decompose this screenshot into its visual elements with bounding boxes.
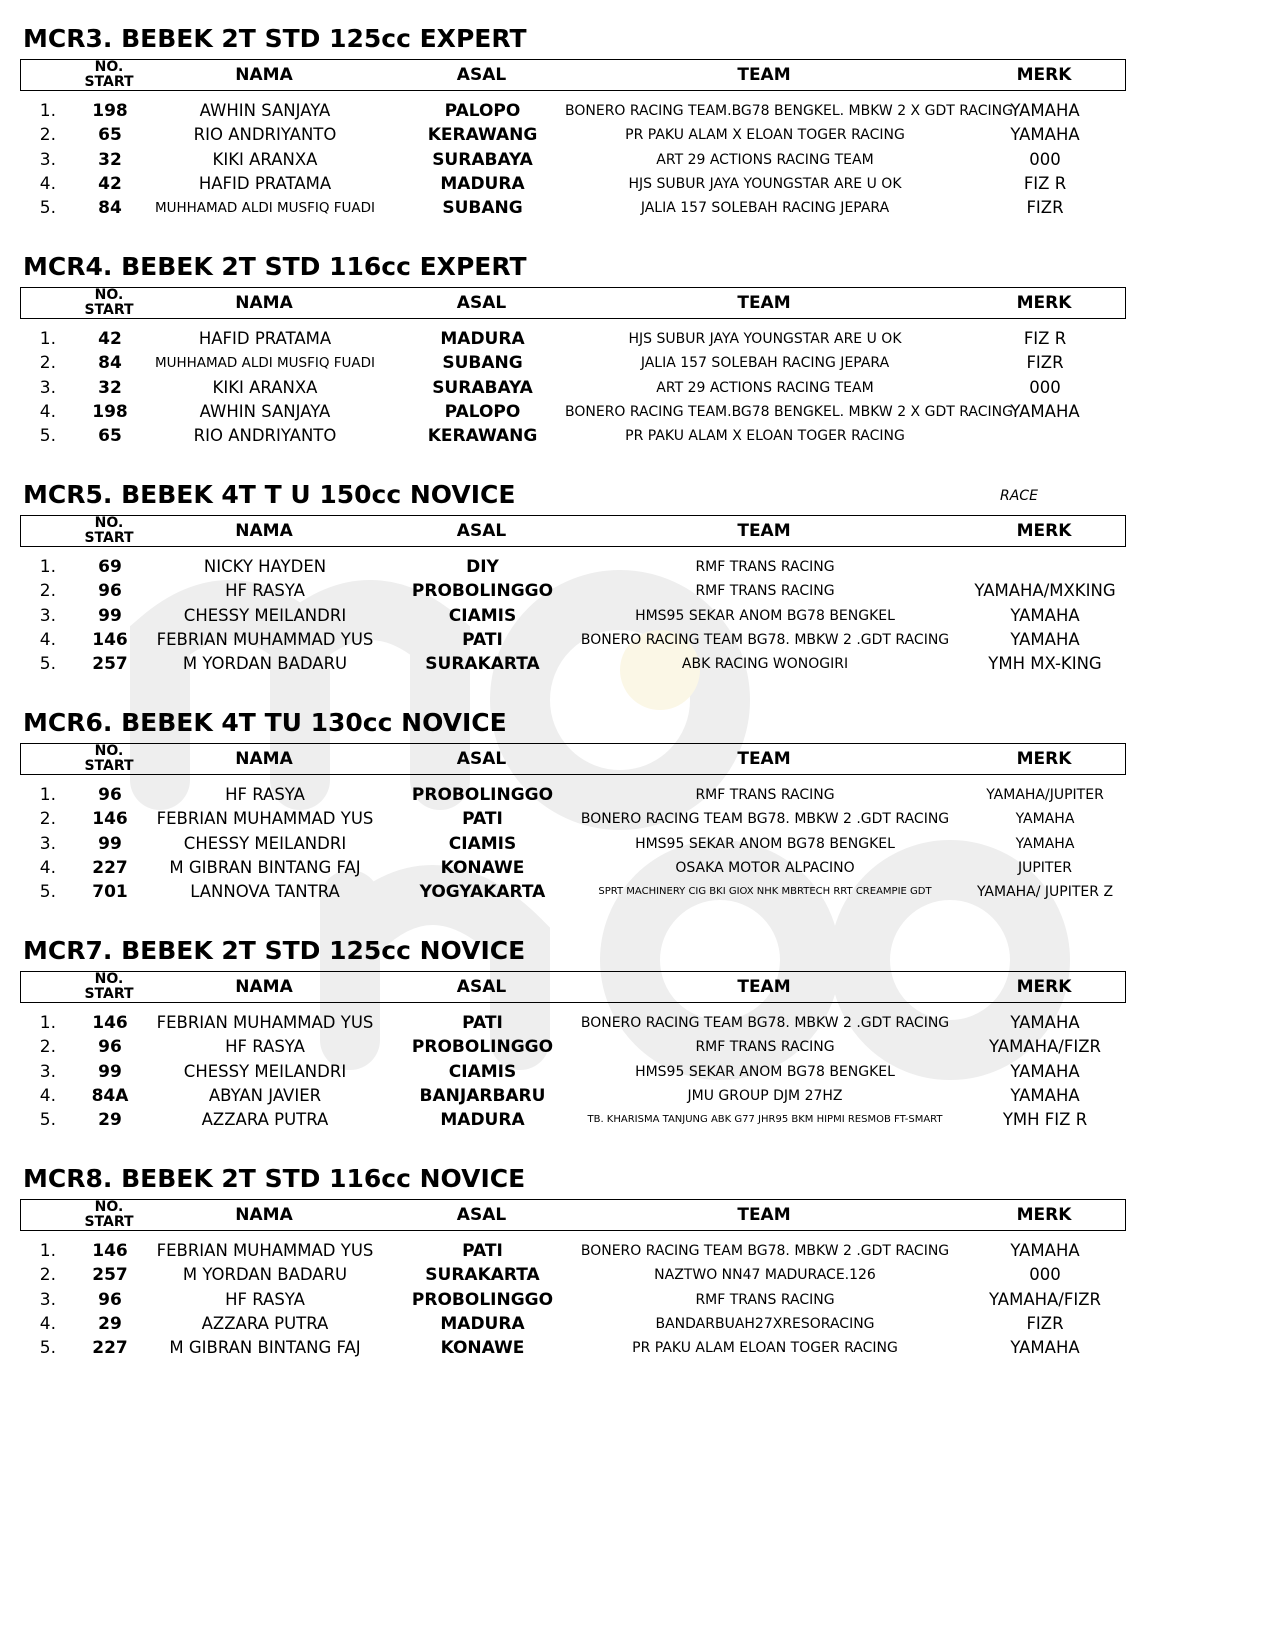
header-asal: ASAL (456, 293, 507, 313)
row-rider-name: KIKI ARANXA (212, 377, 318, 397)
row-position: 1. (39, 785, 56, 805)
header-merk: MERK (1016, 65, 1072, 85)
table-row (20, 196, 1180, 220)
table-row (20, 856, 1180, 880)
table-header (20, 59, 1126, 91)
table-row (20, 652, 1180, 676)
row-brand: YMH FIZ R (1002, 1110, 1088, 1130)
row-start-number: 32 (98, 377, 122, 398)
row-position: 4. (39, 857, 56, 878)
row-team: SPRT MACHINERY CIG BKI GIOX NHK MBRTECH RRT CREAMPIE GDT (598, 886, 932, 898)
row-position: 2. (39, 1037, 56, 1058)
row-position: 5. (39, 1338, 56, 1359)
row-start-number: 99 (98, 605, 122, 626)
row-team: JALIA 157 SOLEBAH RACING JEPARA (640, 355, 890, 372)
table-row (20, 424, 1180, 448)
header-asal: ASAL (456, 1205, 507, 1225)
results-list (20, 327, 1180, 448)
row-team: JALIA 157 SOLEBAH RACING JEPARA (640, 200, 890, 217)
row-rider-name: AZZARA PUTRA (201, 1313, 329, 1333)
row-team: PR PAKU ALAM X ELOAN TOGER RACING (625, 428, 905, 445)
table-row (20, 1312, 1180, 1336)
row-position: 4. (39, 629, 56, 650)
row-start-number: 701 (92, 882, 128, 903)
row-start-number: 42 (98, 329, 122, 349)
row-brand: YAMAHA (1015, 835, 1075, 852)
row-position: 2. (39, 809, 56, 830)
row-origin: PATI (462, 1013, 503, 1033)
row-position: 4. (39, 1085, 56, 1106)
row-origin: SURAKARTA (425, 654, 540, 675)
row-start-number: 65 (98, 125, 122, 146)
header-merk: MERK (1016, 977, 1072, 997)
header-asal: ASAL (456, 65, 507, 85)
header-asal: ASAL (456, 521, 507, 541)
row-rider-name: AZZARA PUTRA (201, 1110, 329, 1130)
row-position: 3. (39, 605, 56, 626)
row-team: RMF TRANS RACING (695, 583, 835, 600)
row-brand: YAMAHA (1010, 1085, 1080, 1105)
header-team: TEAM (737, 293, 791, 313)
header-team: TEAM (737, 977, 791, 997)
results-list (20, 1011, 1180, 1132)
row-rider-name: HF RASYA (225, 581, 305, 601)
row-origin: SUBANG (442, 198, 523, 219)
row-rider-name: CHESSY MEILANDRI (183, 605, 347, 625)
row-position: 5. (39, 426, 56, 447)
row-start-number: 29 (98, 1313, 122, 1334)
row-rider-name: FEBRIAN MUHAMMAD YUS (156, 1013, 374, 1032)
row-team: HJS SUBUR JAYA YOUNGSTAR ARE U OK (628, 331, 902, 347)
section-note: RACE (1000, 488, 1038, 504)
row-brand: YAMAHA/MXKING (974, 581, 1116, 601)
row-start-number: 84 (98, 353, 122, 374)
row-team: BANDARBUAH27XRESORACING (655, 1315, 875, 1332)
header-start-label: START (84, 986, 134, 1002)
row-origin: PROBOLINGGO (411, 1289, 554, 1310)
results-list (20, 99, 1180, 220)
row-rider-name: RIO ANDRIYANTO (193, 426, 337, 446)
row-start-number: 227 (92, 1338, 128, 1359)
row-origin: MADURA (440, 1313, 525, 1334)
row-origin: PALOPO (444, 101, 521, 121)
header-no-label: NO. (94, 743, 124, 759)
row-origin: PROBOLINGGO (411, 785, 554, 805)
row-rider-name: HF RASYA (225, 1289, 305, 1309)
header-nama: NAMA (235, 977, 293, 997)
table-row (20, 880, 1180, 904)
row-brand: YAMAHA/ JUPITER Z (976, 884, 1114, 901)
row-team: TB. KHARISMA TANJUNG ABK G77 JHR95 BKM HIPMI RESMOB FT-SMART (587, 1114, 943, 1126)
row-brand: FIZR (1026, 353, 1064, 373)
row-origin: DIY (466, 557, 499, 577)
row-rider-name: AWHIN SANJAYA (199, 401, 331, 421)
row-position: 2. (39, 125, 56, 146)
row-brand: YMH MX-KING (988, 654, 1102, 674)
header-nama: NAMA (235, 1205, 293, 1225)
row-brand (965, 424, 1125, 448)
row-start-number: 198 (92, 401, 128, 422)
row-start-number: 257 (92, 1265, 128, 1286)
row-team: OSAKA MOTOR ALPACINO (675, 859, 855, 876)
row-brand: FIZR (1026, 1313, 1064, 1333)
row-start-number: 42 (98, 173, 122, 194)
row-brand: YAMAHA (1015, 811, 1075, 828)
results-list (20, 1239, 1180, 1360)
row-start-number: 96 (98, 785, 122, 805)
row-team: RMF TRANS RACING (695, 559, 835, 575)
header-nama: NAMA (235, 521, 293, 541)
row-brand: YAMAHA/FIZR (989, 1289, 1101, 1309)
table-row (20, 1084, 1180, 1108)
row-start-number: 65 (98, 426, 122, 447)
row-position: 2. (39, 353, 56, 374)
row-team: HJS SUBUR JAYA YOUNGSTAR ARE U OK (628, 175, 902, 192)
table-row (20, 1336, 1180, 1360)
header-start-label: START (84, 302, 134, 318)
row-start-number: 257 (92, 654, 128, 675)
row-rider-name: CHESSY MEILANDRI (183, 833, 347, 853)
table-row (20, 1288, 1180, 1312)
row-origin: PROBOLINGGO (411, 581, 554, 602)
row-start-number: 146 (92, 809, 128, 830)
table-row (20, 99, 1180, 123)
row-origin: SURABAYA (432, 149, 533, 170)
table-header (20, 515, 1126, 547)
row-rider-name: HAFID PRATAMA (198, 173, 332, 193)
table-header (20, 971, 1126, 1003)
row-start-number: 146 (92, 1241, 128, 1261)
row-rider-name: LANNOVA TANTRA (190, 882, 340, 902)
header-start-label: START (84, 1214, 134, 1230)
row-position: 3. (39, 1289, 56, 1310)
row-brand: FIZR (1026, 198, 1064, 218)
table-row (20, 327, 1180, 351)
row-origin: PATI (462, 809, 503, 830)
row-start-number: 29 (98, 1110, 122, 1131)
row-origin: PATI (462, 1241, 503, 1261)
header-no-label: NO. (94, 287, 124, 303)
header-merk: MERK (1016, 293, 1072, 313)
row-rider-name: HF RASYA (225, 785, 305, 804)
table-row (20, 1060, 1180, 1084)
table-row (20, 1108, 1180, 1132)
row-start-number: 99 (98, 1061, 122, 1082)
row-brand: 000 (1029, 377, 1061, 397)
table-row (20, 400, 1180, 424)
table-row (20, 172, 1180, 196)
row-origin: KONAWE (440, 1338, 525, 1359)
row-rider-name: HAFID PRATAMA (198, 329, 332, 348)
row-brand: YAMAHA (1010, 101, 1080, 120)
row-team: BONERO RACING TEAM BG78. MBKW 2 .GDT RACING (580, 631, 950, 648)
row-team: ART 29 ACTIONS RACING TEAM (656, 379, 874, 396)
row-team: HMS95 SEKAR ANOM BG78 BENGKEL (635, 1063, 895, 1080)
row-brand: YAMAHA (1010, 1061, 1080, 1081)
section-title: MCR3. BEBEK 2T STD 125cc EXPERT (23, 24, 527, 53)
row-start-number: 69 (98, 557, 122, 577)
row-team: PR PAKU ALAM ELOAN TOGER RACING (632, 1340, 898, 1357)
section-title: MCR5. BEBEK 4T T U 150cc NOVICE (23, 480, 516, 509)
results-list (20, 555, 1180, 676)
header-team: TEAM (737, 749, 791, 769)
table-row (20, 1239, 1180, 1263)
row-position: 3. (39, 833, 56, 854)
row-team: PR PAKU ALAM X ELOAN TOGER RACING (625, 127, 905, 144)
row-brand: 000 (1029, 149, 1061, 169)
table-row (20, 807, 1180, 831)
header-start-label: START (84, 74, 134, 90)
row-team: RMF TRANS RACING (695, 1291, 835, 1308)
row-brand: JUPITER (1017, 859, 1073, 876)
row-position: 3. (39, 149, 56, 170)
row-team: NAZTWO NN47 MADURACE.126 (654, 1267, 876, 1284)
row-start-number: 146 (92, 1013, 128, 1033)
row-origin: MADURA (440, 329, 525, 349)
row-origin: KERAWANG (427, 426, 538, 447)
row-origin: KONAWE (440, 857, 525, 878)
row-team: RMF TRANS RACING (695, 1039, 835, 1056)
row-rider-name: MUHHAMAD ALDI MUSFIQ FUADI (154, 355, 376, 372)
header-nama: NAMA (235, 293, 293, 313)
row-rider-name: MUHHAMAD ALDI MUSFIQ FUADI (154, 200, 376, 217)
table-row (20, 148, 1180, 172)
row-origin: KERAWANG (427, 125, 538, 146)
table-row (20, 351, 1180, 375)
section-title: MCR7. BEBEK 2T STD 125cc NOVICE (23, 936, 526, 965)
results-list (20, 783, 1180, 904)
row-rider-name: M GIBRAN BINTANG FAJ (169, 857, 361, 877)
header-no-label: NO. (94, 1199, 124, 1215)
row-start-number: 32 (98, 149, 122, 170)
row-position: 4. (39, 173, 56, 194)
header-no-label: NO. (94, 515, 124, 531)
row-team: BONERO RACING TEAM.BG78 BENGKEL. MBKW 2 X GDT RACING (565, 103, 1013, 119)
table-row (20, 832, 1180, 856)
row-start-number: 227 (92, 857, 128, 878)
row-origin: PALOPO (444, 401, 521, 422)
section-title: MCR6. BEBEK 4T TU 130cc NOVICE (23, 708, 507, 737)
header-asal: ASAL (456, 977, 507, 997)
row-origin: SURABAYA (432, 377, 533, 398)
header-team: TEAM (737, 1205, 791, 1225)
row-team: JMU GROUP DJM 27HZ (687, 1087, 843, 1104)
row-rider-name: KIKI ARANXA (212, 149, 318, 169)
table-header (20, 743, 1126, 775)
table-row (20, 1035, 1180, 1059)
row-position: 1. (39, 329, 56, 349)
header-nama: NAMA (235, 65, 293, 85)
row-rider-name: M YORDAN BADARU (182, 654, 348, 674)
row-rider-name: FEBRIAN MUHAMMAD YUS (156, 809, 374, 829)
row-team: HMS95 SEKAR ANOM BG78 BENGKEL (635, 835, 895, 852)
row-start-number: 99 (98, 833, 122, 854)
row-start-number: 84A (91, 1085, 129, 1106)
row-start-number: 96 (98, 581, 122, 602)
row-position: 3. (39, 1061, 56, 1082)
table-header (20, 1199, 1126, 1231)
row-origin: PROBOLINGGO (411, 1037, 554, 1058)
row-position: 3. (39, 377, 56, 398)
table-row (20, 783, 1180, 807)
row-origin: MADURA (440, 1110, 525, 1131)
table-row (20, 1011, 1180, 1035)
row-position: 4. (39, 401, 56, 422)
row-start-number: 146 (92, 629, 128, 650)
row-origin: CIAMIS (448, 605, 517, 626)
row-brand: YAMAHA/JUPITER (986, 787, 1104, 803)
row-rider-name: ABYAN JAVIER (208, 1085, 322, 1105)
row-start-number: 96 (98, 1289, 122, 1310)
row-team: HMS95 SEKAR ANOM BG78 BENGKEL (635, 607, 895, 624)
header-start-label: START (84, 530, 134, 546)
row-rider-name: NICKY HAYDEN (203, 557, 327, 576)
row-origin: MADURA (440, 173, 525, 194)
row-brand: YAMAHA (1010, 1013, 1080, 1032)
row-brand: 000 (1029, 1265, 1061, 1285)
row-rider-name: CHESSY MEILANDRI (183, 1061, 347, 1081)
row-position: 5. (39, 882, 56, 903)
section-title: MCR8. BEBEK 2T STD 116cc NOVICE (23, 1164, 526, 1193)
row-rider-name: RIO ANDRIYANTO (193, 125, 337, 145)
row-position: 4. (39, 1313, 56, 1334)
header-nama: NAMA (235, 749, 293, 769)
table-row (20, 579, 1180, 603)
header-merk: MERK (1016, 1205, 1072, 1225)
row-brand: FIZ R (1023, 329, 1067, 348)
row-rider-name: M GIBRAN BINTANG FAJ (169, 1338, 361, 1358)
row-brand: FIZ R (1023, 173, 1067, 193)
header-team: TEAM (737, 65, 791, 85)
row-origin: SUBANG (442, 353, 523, 374)
row-team: ABK RACING WONOGIRI (681, 656, 849, 673)
row-origin: SURAKARTA (425, 1265, 540, 1286)
row-brand: YAMAHA (1010, 1241, 1080, 1260)
row-rider-name: FEBRIAN MUHAMMAD YUS (156, 629, 374, 649)
row-origin: YOGYAKARTA (419, 882, 546, 903)
table-row (20, 376, 1180, 400)
row-team: ART 29 ACTIONS RACING TEAM (656, 151, 874, 168)
header-team: TEAM (737, 521, 791, 541)
row-position: 2. (39, 581, 56, 602)
row-position: 5. (39, 654, 56, 675)
row-rider-name: HF RASYA (225, 1037, 305, 1057)
row-brand: YAMAHA (1010, 605, 1080, 625)
row-brand: YAMAHA (1010, 629, 1080, 649)
header-no-label: NO. (94, 971, 124, 987)
row-team: BONERO RACING TEAM BG78. MBKW 2 .GDT RACING (580, 1015, 950, 1031)
row-start-number: 84 (98, 198, 122, 219)
row-position: 1. (39, 557, 56, 577)
header-start-label: START (84, 758, 134, 774)
row-start-number: 96 (98, 1037, 122, 1058)
header-no-label: NO. (94, 59, 124, 75)
header-merk: MERK (1016, 749, 1072, 769)
row-team: BONERO RACING TEAM.BG78 BENGKEL. MBKW 2 X GDT RACING (565, 403, 1013, 420)
row-brand: YAMAHA (1010, 401, 1080, 421)
row-brand: YAMAHA/FIZR (989, 1037, 1101, 1057)
row-origin: PATI (462, 629, 503, 650)
row-origin: CIAMIS (448, 833, 517, 854)
row-origin: BANJARBARU (419, 1085, 546, 1106)
row-position: 5. (39, 198, 56, 219)
row-position: 1. (39, 1013, 56, 1033)
section-title: MCR4. BEBEK 2T STD 116cc EXPERT (23, 252, 527, 281)
header-merk: MERK (1016, 521, 1072, 541)
row-team: BONERO RACING TEAM BG78. MBKW 2 .GDT RACING (580, 1243, 950, 1259)
row-brand: YAMAHA (1010, 125, 1080, 145)
row-rider-name: FEBRIAN MUHAMMAD YUS (156, 1241, 374, 1260)
row-rider-name: AWHIN SANJAYA (199, 101, 331, 120)
row-start-number: 198 (92, 101, 128, 121)
row-team: BONERO RACING TEAM BG78. MBKW 2 .GDT RACING (580, 811, 950, 828)
row-position: 2. (39, 1265, 56, 1286)
row-team: RMF TRANS RACING (695, 787, 835, 803)
table-row (20, 1263, 1180, 1287)
table-row (20, 555, 1180, 579)
header-asal: ASAL (456, 749, 507, 769)
row-origin: CIAMIS (448, 1061, 517, 1082)
row-brand: YAMAHA (1010, 1338, 1080, 1358)
row-position: 1. (39, 1241, 56, 1261)
table-row (20, 123, 1180, 147)
table-row (20, 604, 1180, 628)
row-brand (965, 555, 1125, 579)
table-row (20, 628, 1180, 652)
table-header (20, 287, 1126, 319)
row-rider-name: M YORDAN BADARU (182, 1265, 348, 1285)
row-position: 1. (39, 101, 56, 121)
row-position: 5. (39, 1110, 56, 1131)
